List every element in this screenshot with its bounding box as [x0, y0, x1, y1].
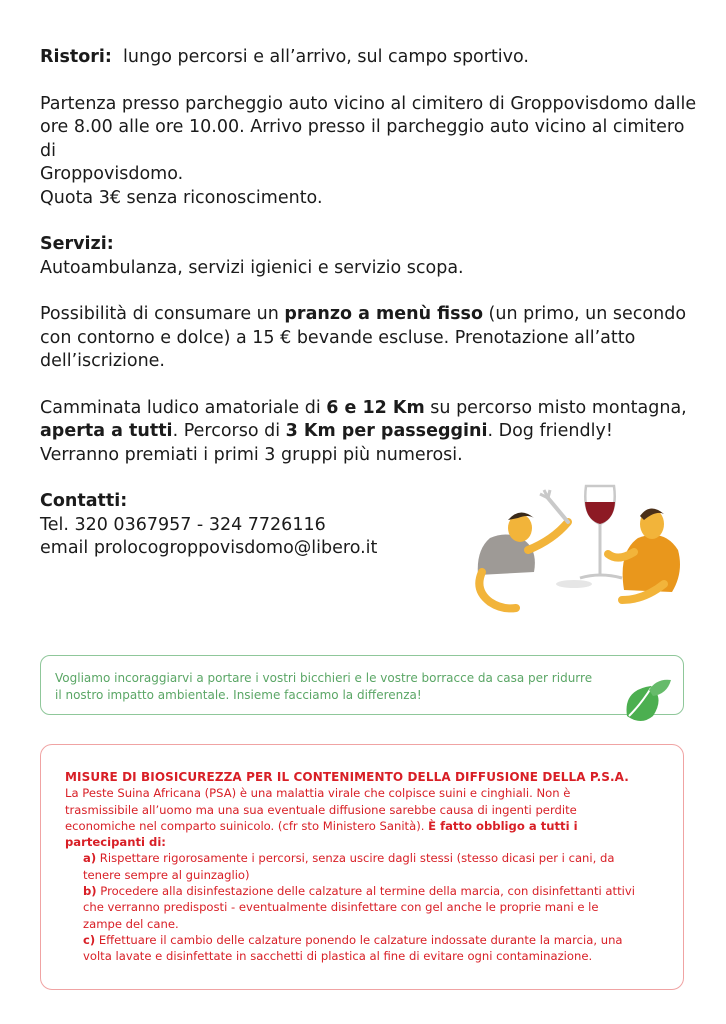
partenza-line-2: ore 8.00 alle ore 10.00. Arrivo presso il parcheggio auto vicino al cimitero di: [40, 117, 685, 161]
person-left-icon: [478, 512, 568, 608]
eco-notice-text: Vogliamo incoraggiarvi a portare i vostri bicchieri e le vostre borracce da casa per ridurre il nostro impatto ambientale. Insieme facciamo la differenza!: [55, 671, 593, 702]
contatti-tel[interactable]: Tel. 320 0367957 - 324 7726116: [40, 514, 326, 535]
partenza-line-3: Groppovisdomo.: [40, 164, 184, 184]
camminata-line-1: Camminata ludico amatoriale di 6 e 12 Km su percorso misto montagna,: [40, 397, 687, 418]
psa-notice-box: [40, 744, 684, 990]
ristori-line: [40, 46, 700, 70]
aperta-a-tutti: aperta a tutti: [40, 421, 173, 441]
partenza-line-1: Partenza presso parcheggio auto vicino al cimitero di Groppovisdomo dalle: [40, 93, 697, 114]
wine-glass-icon: [580, 486, 622, 578]
pranzo-line-1: Possibilità di consumare un pranzo a menù fisso (un primo, un secondo: [40, 304, 687, 324]
servizi-label: Servizi:: [40, 234, 114, 254]
pranzo-line-3: dell’iscrizione.: [40, 351, 165, 371]
pranzo-line-2: con contorno e dolce) a 15 € bevande escluse. Prenotazione all’atto: [40, 327, 636, 348]
psa-notice-content: MISURE DI BIOSICUREZZA PER IL CONTENIMENTO DELLA DIFFUSIONE DELLA P.S.A. La Peste Suina Africana (PSA) è una malattia virale che colpisce suini e cinghiali. Non è trasmissibile all’uomo ma una sua eventuale diffusione sarebbe causa di ingenti perdite economiche nel comparto suinicolo. (cfr sto Ministero Sanità). È fatto obbligo a tutti i partecipanti di: a) Rispettare rigorosamente i percorsi, senza uscire dagli stessi (stesso dicasi per i cani, da tenere sempre al guinzaglio) b) Procedere alla disinfestazione delle calzature al termine della marcia, con disinfettanti attivi che verranno predisposti - eventualmente disinfettare con gel anche le proprie mani e le zampe del cane. c) Effettuare il cambio delle calzature ponendo le calzature indossate durante la marcia, una volta lavate e disinfettate in sacchetti di plastica al fine di evitare ogni contaminazione.: [65, 769, 665, 965]
camminata-line-2: aperta a tutti. Percorso di 3 Km per passeggini. Dog friendly!: [40, 421, 613, 441]
psa-item-c: c) Effettuare il cambio delle calzature ponendo le calzature indossate durante la marcia, una: [83, 932, 623, 947]
leaf-icon: [621, 676, 673, 726]
toast-illustration: [468, 480, 708, 620]
contatti-email[interactable]: email prolocogroppovisdomo@libero.it: [40, 538, 378, 558]
psa-title: MISURE DI BIOSICUREZZA PER IL CONTENIMENTO DELLA DIFFUSIONE DELLA P.S.A.: [65, 770, 629, 784]
ristori-text: lungo percorsi e all’arrivo, sul campo sportivo.: [123, 47, 529, 67]
fork-icon: [540, 490, 568, 522]
ristori-label: Ristori:: [40, 47, 112, 67]
psa-item-b: b) Procedere alla disinfestazione delle calzature al termine della marcia, con disinfettanti attivi: [83, 884, 635, 899]
camminata-line-3: Verranno premiati i primi 3 gruppi più numerosi.: [40, 444, 463, 465]
psa-item-a: a) Rispettare rigorosamente i percorsi, senza uscire dagli stessi (stesso dicasi per i cani, da: [83, 851, 615, 866]
plate-icon: [556, 580, 592, 588]
passeggini: 3 Km per passeggini: [285, 421, 488, 441]
pranzo-bold: pranzo a menù fisso: [284, 304, 483, 324]
contatti-label: Contatti:: [40, 491, 128, 511]
person-right-icon: [608, 508, 680, 600]
eco-notice-box: [40, 655, 684, 715]
servizi-text: Autoambulanza, servizi igienici e servizio scopa.: [40, 257, 464, 278]
camminata-km: 6 e 12 Km: [326, 397, 425, 418]
quota-line: Quota 3€ senza riconoscimento.: [40, 187, 323, 208]
